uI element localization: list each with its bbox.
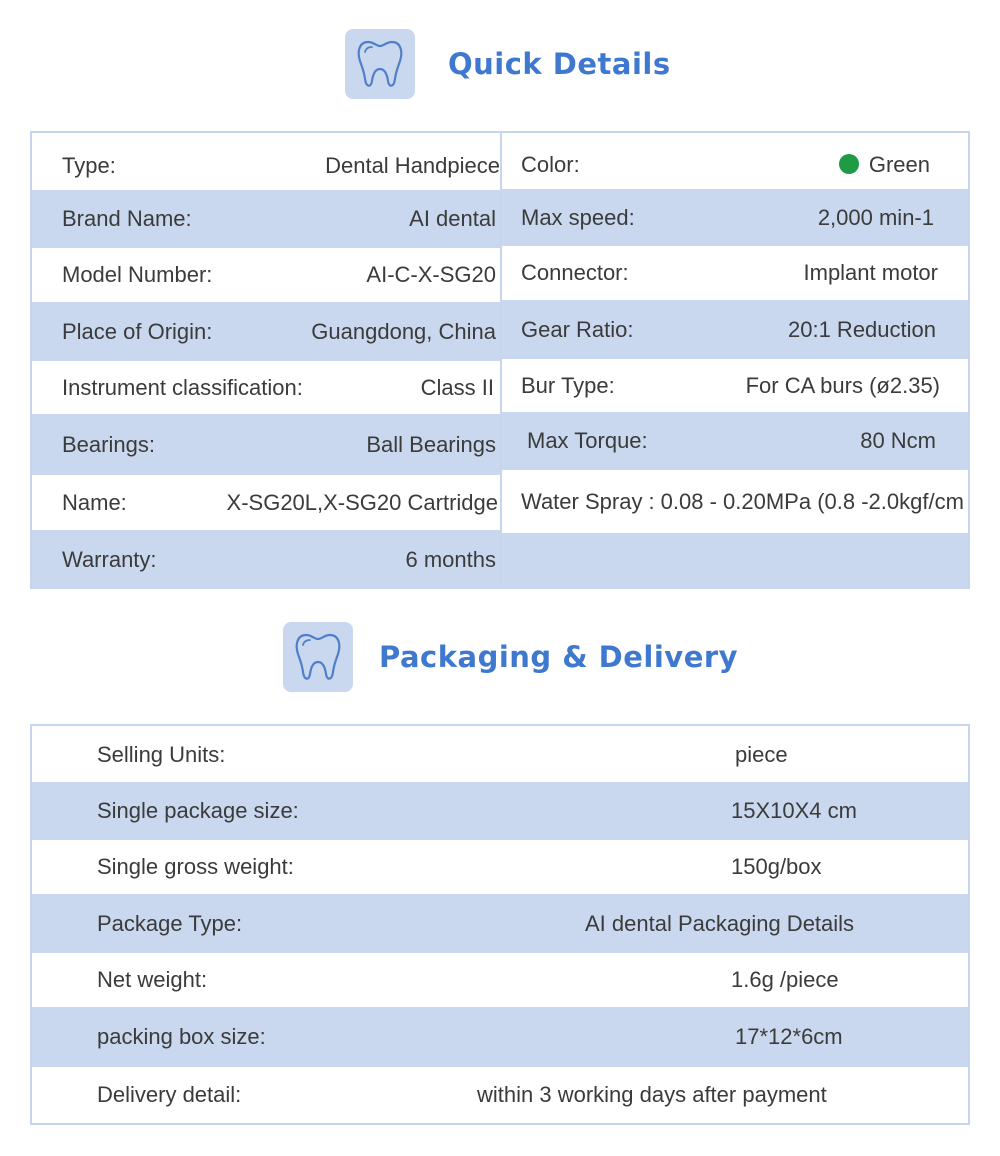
detail-label: Gear Ratio: [521,316,634,342]
detail-row [502,189,968,246]
packaging-value: within 3 working days after payment [477,1082,827,1107]
detail-value: 80 Ncm [860,428,936,453]
empty-row [502,533,968,589]
detail-label: Type: [62,152,116,178]
detail-value: Dental Handpiece [325,152,500,178]
packaging-row [32,728,968,782]
detail-label: Bearings: [62,431,155,457]
detail-value: Implant motor [803,260,938,285]
detail-row [32,475,500,530]
packaging-value: AI dental Packaging Details [585,910,855,936]
detail-label: Instrument classification: [62,374,303,400]
quick-details-heading [345,29,671,99]
detail-row [502,300,968,359]
quick-details-right-column [502,133,968,589]
packaging-label: Single package size: [97,798,299,823]
packaging-value: 150g/box [731,854,822,879]
packaging-value: piece [735,742,788,767]
detail-row [502,359,968,412]
detail-value: Guangdong, China [311,318,496,344]
detail-value: For CA burs (ø2.35) [745,372,940,398]
packaging-row [32,1067,968,1123]
detail-label: Max speed: [521,204,635,230]
packaging-label: Delivery detail: [97,1082,242,1107]
detail-value [839,152,930,178]
packaging-heading [283,622,738,692]
detail-label: Place of Origin: [62,318,213,344]
packaging-row [32,840,968,894]
detail-row [502,412,968,470]
packaging-row [32,894,968,953]
packaging-label: Package Type: [97,910,243,936]
packaging-label: Net weight: [97,967,208,992]
packaging-row [32,1007,968,1067]
packaging-label: packing box size: [97,1024,266,1049]
detail-row [32,302,500,361]
detail-value: 6 months [405,546,496,572]
detail-label: Connector: [521,260,629,285]
detail-row [32,141,500,190]
detail-label: Max Torque: [527,428,648,453]
quick-details-table [30,131,970,589]
detail-value: Ball Bearings [366,431,496,457]
detail-label: Model Number: [62,262,213,287]
section-title: Quick Details [448,47,671,81]
packaging-row [32,782,968,840]
detail-label: Water Spray : [521,488,655,514]
packaging-value: 15X10X4 cm [731,798,857,823]
detail-row [32,190,500,248]
detail-value: AI-C-X-SG20 [366,262,496,287]
detail-row [502,141,968,189]
detail-label: Color: [521,152,580,177]
detail-row [32,530,500,589]
packaging-value: 17*12*6cm [735,1024,843,1049]
detail-value: 0.08 - 0.20MPa (0.8 -2.0kgf/cm [660,488,964,514]
detail-value: 20:1 Reduction [788,316,936,342]
detail-label: Name: [62,489,127,515]
detail-row [502,470,968,533]
quick-details-left-column [32,133,500,589]
packaging-label: Selling Units: [97,742,226,767]
detail-row [32,361,500,414]
section-title: Packaging & Delivery [379,640,739,674]
packaging-table [30,724,970,1125]
detail-value: Class II [420,374,494,400]
packaging-row [32,953,968,1007]
tooth-icon [283,622,353,692]
detail-value: X-SG20L,X-SG20 Cartridge [226,489,498,515]
detail-label: Bur Type: [521,372,615,398]
detail-label: Warranty: [62,546,157,572]
detail-row [502,246,968,300]
green-color-swatch [839,154,859,174]
detail-row [32,248,500,302]
detail-label: Brand Name: [62,206,192,231]
detail-value: AI dental [409,206,496,231]
detail-row [32,414,500,475]
tooth-icon [345,29,415,99]
packaging-label: Single gross weight: [97,854,294,879]
color-value: Green [868,152,930,177]
detail-value: 2,000 min-1 [817,204,934,230]
packaging-value: 1.6g /piece [731,967,839,992]
